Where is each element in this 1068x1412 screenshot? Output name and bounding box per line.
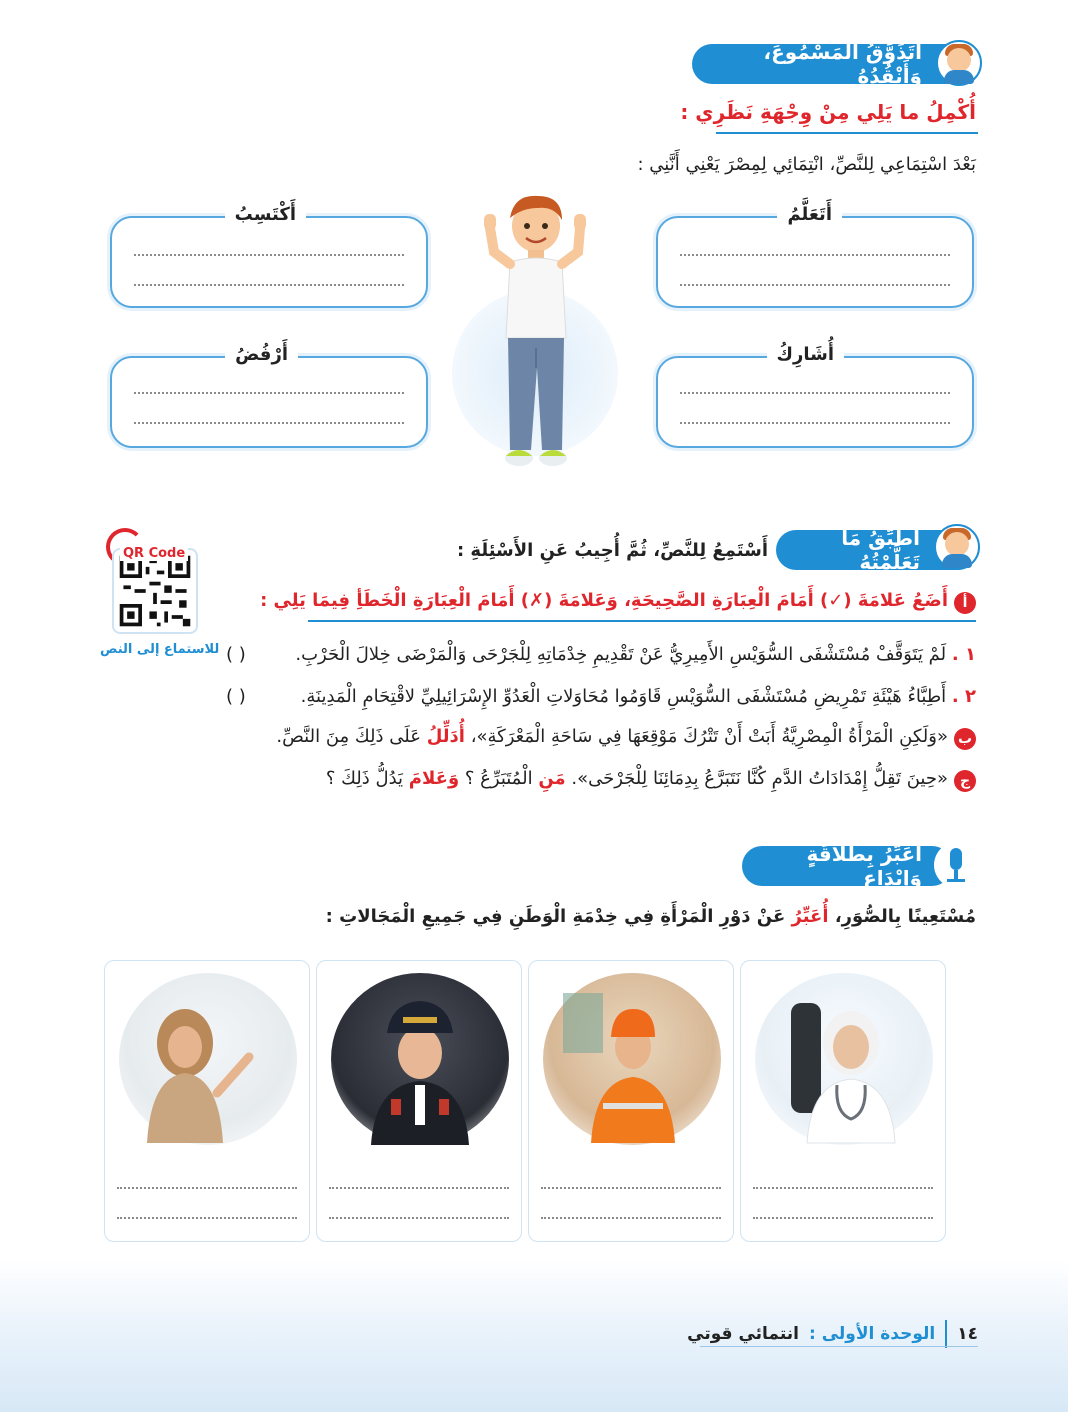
- section-title-apply: أُطَبِّقُ مَا تَعَلَّمْتُهُ: [776, 530, 978, 570]
- police-officer-figure: [331, 973, 509, 1145]
- card-doctor-line-2[interactable]: [753, 1217, 933, 1219]
- express-prompt: [326, 906, 976, 927]
- card-engineer: [528, 960, 734, 1242]
- question-c-end: يَدُلُّ ذَلِكَ ؟: [325, 768, 404, 789]
- question-c-donor: الْمُتَبَرِّعُ ؟: [464, 768, 533, 789]
- card-engineer-line-2[interactable]: [541, 1217, 721, 1219]
- card-engineer-line-1[interactable]: [541, 1187, 721, 1189]
- subhead-underline: [716, 132, 978, 134]
- box-reject[interactable]: [110, 344, 428, 448]
- question-c-what: وَعَلامَ: [408, 768, 460, 789]
- listen-instruction: أَسْتَمِعُ لِلنَّصِّ، ثُمَّ أُجِيبُ عَنِ الأَسْئِلَةِ :: [456, 540, 768, 561]
- box-reject-label: أَرْفُضُ: [225, 344, 298, 365]
- card-police-line-2[interactable]: [329, 1217, 509, 1219]
- card-doctor: [740, 960, 946, 1242]
- express-prompt-end: عَنْ دَوْرِ الْمَرْأَةِ فِي خِدْمَةِ الْوَطَنِ فِي جَمِيعِ الْمَجَالاتِ :: [325, 906, 786, 927]
- card-teacher-line-1[interactable]: [117, 1187, 297, 1189]
- student-reading-icon: [934, 524, 980, 570]
- complete-instruction: أُكْمِلُ ما يَلِي مِنْ وِجْهَةِ نَظَرِي :: [680, 100, 976, 124]
- question-b-end: عَلَى ذَلِكَ مِنَ النَّصِّ.: [276, 726, 421, 747]
- question-b-marker: ب: [954, 728, 976, 750]
- qr-listen-label: للاستماع إلى النص: [100, 642, 220, 657]
- question-b-text: [276, 726, 948, 747]
- photo-police: [331, 973, 509, 1145]
- question-a-underline: [308, 620, 976, 622]
- student-headphones-icon: [936, 40, 982, 86]
- question-c-text: [326, 768, 948, 789]
- question-c-who: مَنِ: [538, 768, 566, 789]
- intro-sentence: بَعْدَ اسْتِمَاعِي لِلنَّصِّ، انْتِمَائِي لِمِصْرَ يَعْنِي أَنَّنِي :: [637, 154, 976, 175]
- box-acquire[interactable]: [110, 204, 428, 308]
- qr-code-title: QR Code: [120, 546, 188, 561]
- card-police: [316, 960, 522, 1242]
- statement-1: [295, 644, 976, 665]
- box-share-label: أُشَارِكُ: [767, 344, 845, 365]
- engineer-figure: [543, 973, 721, 1145]
- box-share[interactable]: [656, 344, 974, 448]
- photo-doctor: [755, 973, 933, 1145]
- question-a-text: أَضَعُ عَلامَةَ (✓) أَمَامَ الْعِبَارَةِ الصَّحِيحَةِ، وَعَلامَةَ (✗) أَمَامَ الْعِبَارَةِ الْخَطَأِ فِيمَا يَلِي :: [260, 590, 948, 611]
- statement-2: [301, 686, 976, 707]
- box-acquire-label: أَكْتَسِبُ: [225, 204, 306, 225]
- question-b-quote: «وَلَكِنِ الْمَرْأَةُ الْمِصْرِيَّةُ أَبَتْ أَنْ تَتْرُكَ مَوْقِعَهَا فِي سَاحَةِ الْمَعْرَكَةِ»،: [470, 726, 948, 747]
- photo-engineer: [543, 973, 721, 1145]
- page-number: ١٤: [957, 1324, 978, 1344]
- card-teacher-line-2[interactable]: [117, 1217, 297, 1219]
- question-c-marker: ج: [954, 770, 976, 792]
- photo-teacher: [119, 973, 297, 1145]
- statement-1-number: ١ .: [951, 644, 976, 665]
- boy-thumbs-up-illustration: [480, 188, 590, 472]
- footer-divider: [945, 1320, 947, 1348]
- card-police-line-1[interactable]: [329, 1187, 509, 1189]
- section-title-appreciate: أَتَذَوَّقُ الْمَسْمُوعَ، وَأَنْقُدُهُ: [692, 44, 980, 84]
- teacher-figure: [119, 973, 297, 1145]
- qr-code-icon: [116, 552, 194, 630]
- box-learn-label: أَتَعَلَّمُ: [777, 204, 842, 225]
- card-doctor-line-1[interactable]: [753, 1187, 933, 1189]
- unit-title: انتمائي قوتي: [687, 1324, 799, 1344]
- footer-underline: [700, 1346, 978, 1347]
- question-c-quote: «حِينَ تَقِلُّ إِمْدَادَاتُ الدَّمِ كُنَّا نَتَبَرَّعُ بِدِمَائِنَا لِلْجَرْحَى».: [571, 768, 948, 789]
- section-title-express: أُعَبِّرُ بِطَلاقَةٍ وَإِبْدَاعٍ: [742, 846, 952, 886]
- doctor-figure: [755, 973, 933, 1145]
- statement-1-text: لَمْ يَتَوَقَّفْ مُسْتَشْفَى السُّوَيْسِ الأَمِيرِيُّ عَنْ تَقْدِيمِ خِدْمَاتِهِ لِلْجَرْحَى وَالْمَرْضَى خِلالَ الْحَرْبِ.: [295, 644, 947, 665]
- box-learn[interactable]: [656, 204, 974, 308]
- statement-2-text: أَطِبَّاءُ هَيْئَةِ تَمْرِيضِ مُسْتَشْفَى السُّوَيْسِ قَاوَمُوا مُحَاوَلاتِ الْعَدُوِّ الإِسْرَائِيلِيِّ لاقْتِحَامِ الْمَدِينَةِ.: [300, 686, 947, 707]
- question-a-marker: أ: [954, 592, 976, 614]
- express-prompt-verb: أُعَبِّرُ: [791, 906, 829, 927]
- card-teacher: [104, 960, 310, 1242]
- express-prompt-start: مُسْتَعِينًا بِالصُّوَرِ،: [834, 906, 976, 927]
- page-footer: [687, 1320, 978, 1348]
- microphone-icon: [934, 842, 980, 888]
- statement-2-answer[interactable]: ( ): [226, 686, 246, 707]
- question-b-verb: أُدَلِّلُ: [426, 726, 465, 747]
- statement-1-answer[interactable]: ( ): [226, 644, 246, 665]
- statement-2-number: ٢ .: [951, 686, 976, 707]
- unit-label: الوحدة الأولى :: [808, 1324, 936, 1344]
